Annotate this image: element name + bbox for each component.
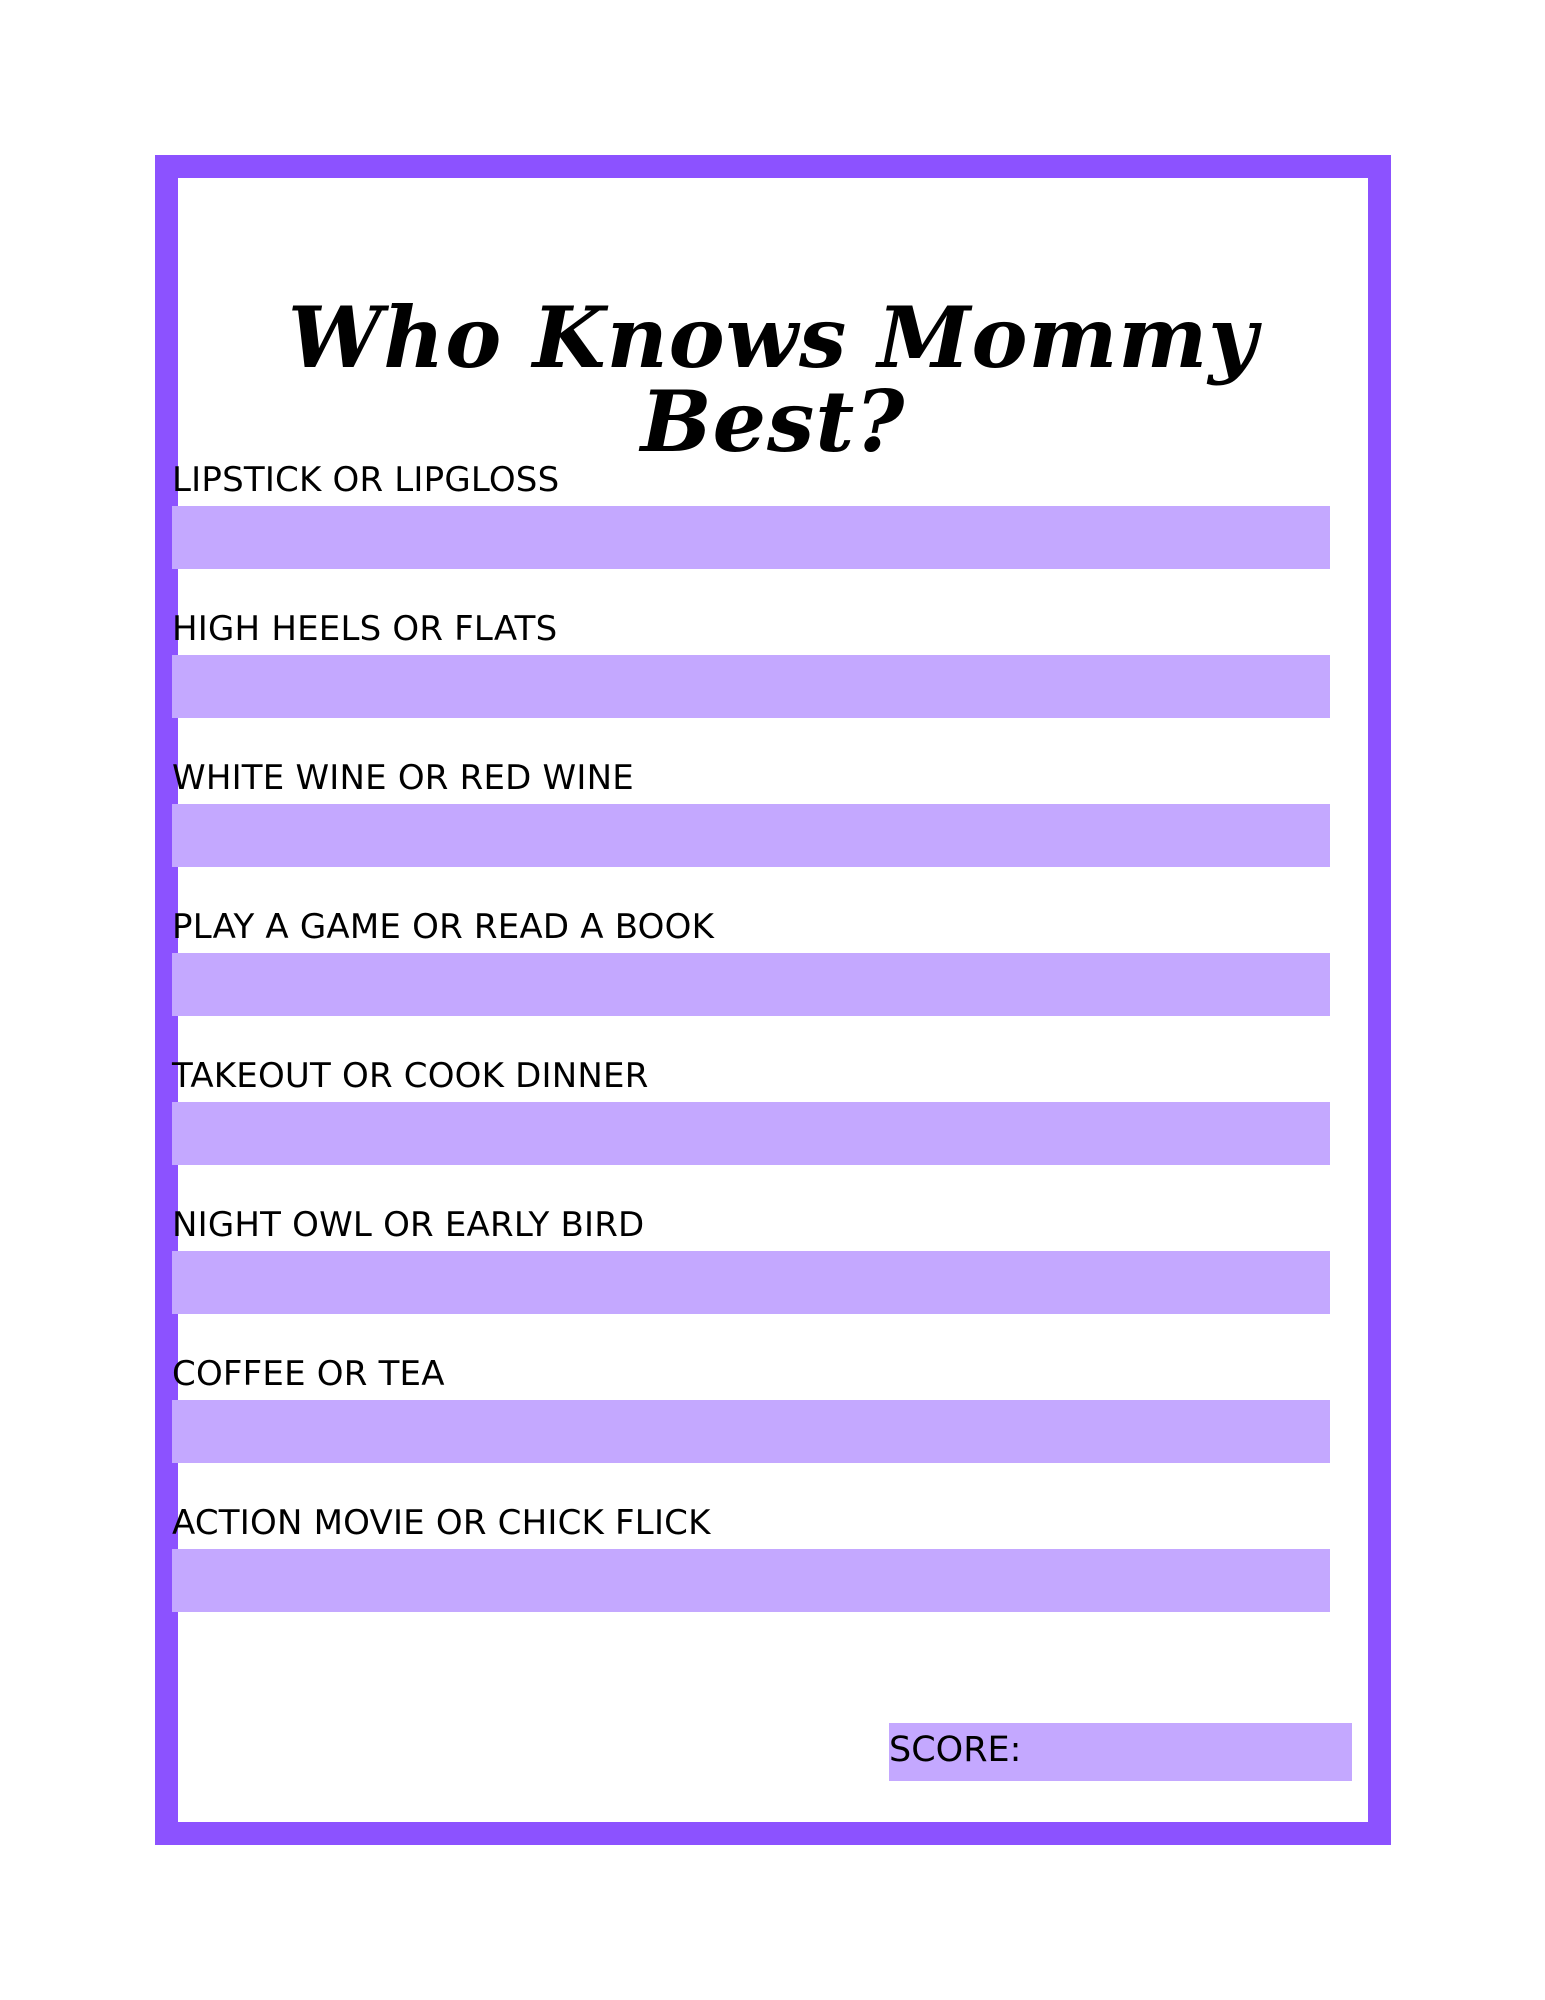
answer-field[interactable] bbox=[172, 1549, 1330, 1612]
answer-field[interactable] bbox=[172, 506, 1330, 569]
score-field[interactable] bbox=[1019, 1723, 1352, 1781]
answer-field[interactable] bbox=[172, 655, 1330, 718]
score-label: SCORE: bbox=[889, 1730, 1022, 1770]
question-label: TAKEOUT OR COOK DINNER bbox=[172, 1056, 649, 1096]
answer-field[interactable] bbox=[172, 953, 1330, 1016]
question-label: WHITE WINE OR RED WINE bbox=[172, 758, 634, 798]
answer-field[interactable] bbox=[172, 1251, 1330, 1314]
question-label: COFFEE OR TEA bbox=[172, 1354, 445, 1394]
question-label: PLAY A GAME OR READ A BOOK bbox=[172, 907, 715, 947]
question-label: HIGH HEELS OR FLATS bbox=[172, 609, 558, 649]
answer-field[interactable] bbox=[172, 804, 1330, 867]
question-label: LIPSTICK OR LIPGLOSS bbox=[172, 460, 560, 500]
question-label: NIGHT OWL OR EARLY BIRD bbox=[172, 1205, 645, 1245]
score-box bbox=[889, 1723, 1352, 1781]
question-label: ACTION MOVIE OR CHICK FLICK bbox=[172, 1503, 711, 1543]
page-title: Who Knows Mommy Best? bbox=[287, 288, 1259, 471]
answer-field[interactable] bbox=[172, 1102, 1330, 1165]
answer-field[interactable] bbox=[172, 1400, 1330, 1463]
